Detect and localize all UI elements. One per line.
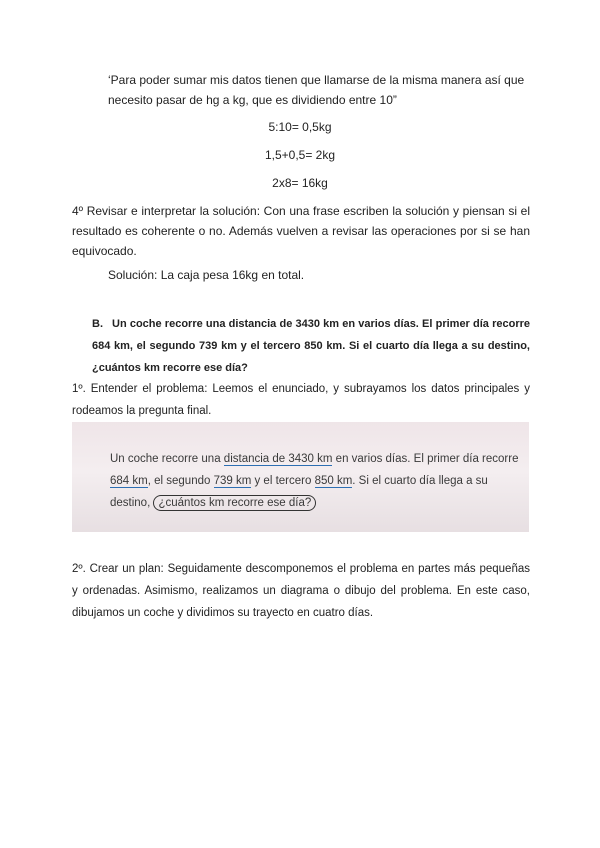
underlined-datum: 739 km [213,475,252,487]
underlined-datum: 850 km [314,475,353,487]
equation-1: 5:10= 0,5kg [268,120,332,134]
quote-paragraph: ‘Para poder sumar mis datos tienen que llamarse de la misma manera así que necesito pasar de hg a kg, que es dividiendo entre 10” [108,73,525,107]
problem-b-label: B. [92,318,103,330]
underlined-datum: 684 km [110,475,148,487]
photo-text-part: en varios días. El primer día recorre [332,453,519,465]
photo-text [110,448,520,514]
photo-text-part: y el tercero [251,475,315,487]
photo-text-part: Un coche recorre una [110,453,224,465]
equation-3: 2x8= 16kg [272,176,328,190]
photo-text-part: . Si el cuarto día llega a su destino, [110,475,488,509]
equation-2: 1,5+0,5= 2kg [264,148,336,162]
circled-question: ¿cuántos km recorre ese día? [153,495,316,511]
photo-text-part: , el segundo [147,475,214,487]
step-4-paragraph: 4º Revisar e interpretar la solución: Con una frase escriben la solución y piensan si el resultado es coherente o no. Además vuelven a revisar las operaciones por si se han equivocado. [72,204,530,258]
underlined-datum: distancia de 3430 km [223,453,333,465]
problem-b [92,313,530,379]
solution-line: Solución: La caja pesa 16kg en total. [108,268,305,282]
step-2-paragraph: 2º. Crear un plan: Seguidamente descomponemos el problema en partes más pequeñas y ordenadas. Asimismo, realizamos un diagrama o dibujo del problema. En este caso, dibujamos un coche y dividimos su trayecto en cuatro días. [72,563,530,619]
step-1-paragraph: 1º. Entender el problema: Leemos el enunciado, y subrayamos los datos principales y rodeamos la pregunta final. [72,383,530,417]
problem-b-text: Un coche recorre una distancia de 3430 km en varios días. El primer día recorre 684 km, el segundo 739 km y el tercero 850 km. Si el cuarto día llega a su destino, ¿cuántos km recorre ese día? [92,318,530,374]
problem-photo [72,422,529,532]
